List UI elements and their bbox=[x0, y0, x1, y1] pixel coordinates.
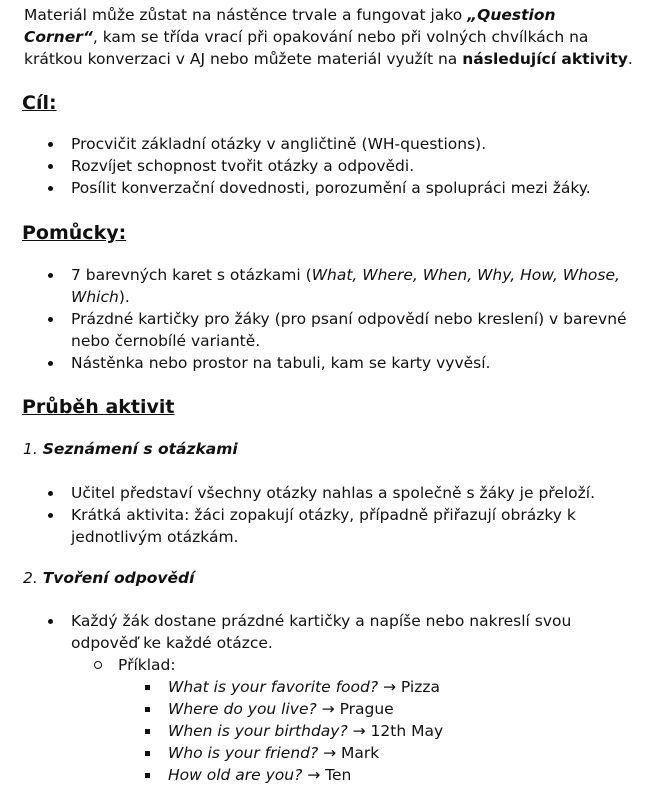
step1-number: 1. bbox=[23, 440, 43, 458]
tools-item-suffix: ). bbox=[118, 288, 130, 306]
example-question: Who is your friend? bbox=[168, 744, 319, 762]
tools-item-prefix: 7 barevných karet s otázkami ( bbox=[71, 266, 312, 284]
activities-bold-text: následující aktivity bbox=[462, 50, 628, 68]
example-question: How old are you? bbox=[168, 766, 303, 784]
tools-list bbox=[0, 264, 640, 374]
tools-heading: Pomůcky: bbox=[22, 222, 127, 244]
example-item bbox=[0, 698, 640, 720]
example-item bbox=[0, 720, 640, 742]
list-item: Rozvíjet schopnost tvořit otázky a odpovědi. bbox=[0, 155, 640, 177]
example-answer: → Pizza bbox=[378, 678, 440, 696]
circle-bullet-icon bbox=[94, 661, 102, 669]
step1-list bbox=[0, 482, 640, 548]
process-heading: Průběh aktivit bbox=[22, 396, 175, 418]
question-corner-term: „Question Corner“ bbox=[24, 6, 556, 46]
step2-heading bbox=[23, 567, 194, 589]
list-item: Učitel představí všechny otázky nahlas a společně s žáky je přeloží. bbox=[0, 482, 640, 504]
tools-item-question-words: What, Where, When, Why, How, Whose, Which bbox=[71, 266, 620, 306]
list-item: Procvičit základní otázky v angličtině (WH-questions). bbox=[0, 133, 640, 155]
example-label: Příklad: bbox=[118, 656, 176, 674]
step2-number: 2. bbox=[23, 569, 43, 587]
example-item bbox=[0, 742, 640, 764]
step1-title: Seznámení s otázkami bbox=[42, 440, 238, 458]
list-item: Posílit konverzační dovednosti, porozumění a spolupráci mezi žáky. bbox=[0, 177, 640, 199]
step1-heading bbox=[23, 438, 238, 460]
example-question: What is your favorite food? bbox=[168, 678, 379, 696]
intro-text-continued: , kam se třída vrací při opakování nebo při volných chvílkách na krátkou konverzaci v AJ nebo můžete materiál využít na bbox=[24, 28, 589, 68]
example-question: When is your birthday? bbox=[168, 722, 348, 740]
list-item: Krátká aktivita: žáci zopakují otázky, případně přiřazují obrázky k jednotlivým otázkám. bbox=[0, 504, 640, 548]
goal-heading: Cíl: bbox=[22, 92, 57, 114]
example-item bbox=[0, 676, 640, 698]
example-answer: → Prague bbox=[316, 700, 394, 718]
example-answer: → Ten bbox=[302, 766, 352, 784]
example-question: Where do you live? bbox=[168, 700, 317, 718]
intro-period: . bbox=[627, 50, 633, 68]
example-item bbox=[0, 764, 640, 786]
intro-text: Materiál může zůstat na nástěnce trvale a fungovat jako bbox=[24, 6, 468, 24]
list-item: Každý žák dostane prázdné kartičky a napíše nebo nakreslí svou odpověď ke každé otázce. bbox=[0, 610, 640, 654]
example-answer: → Mark bbox=[318, 744, 380, 762]
example-list bbox=[0, 676, 640, 786]
step2-title: Tvoření odpovědí bbox=[42, 569, 195, 587]
list-item bbox=[0, 264, 640, 308]
step2-list bbox=[0, 610, 640, 654]
list-item: Nástěnka nebo prostor na tabuli, kam se karty vyvěsí. bbox=[0, 352, 640, 374]
goal-list bbox=[0, 133, 640, 199]
example-answer: → 12th May bbox=[347, 722, 444, 740]
intro-paragraph bbox=[24, 4, 634, 70]
list-item: Prázdné kartičky pro žáky (pro psaní odpovědí nebo kreslení) v barevné nebo černobílé variantě. bbox=[0, 308, 640, 352]
